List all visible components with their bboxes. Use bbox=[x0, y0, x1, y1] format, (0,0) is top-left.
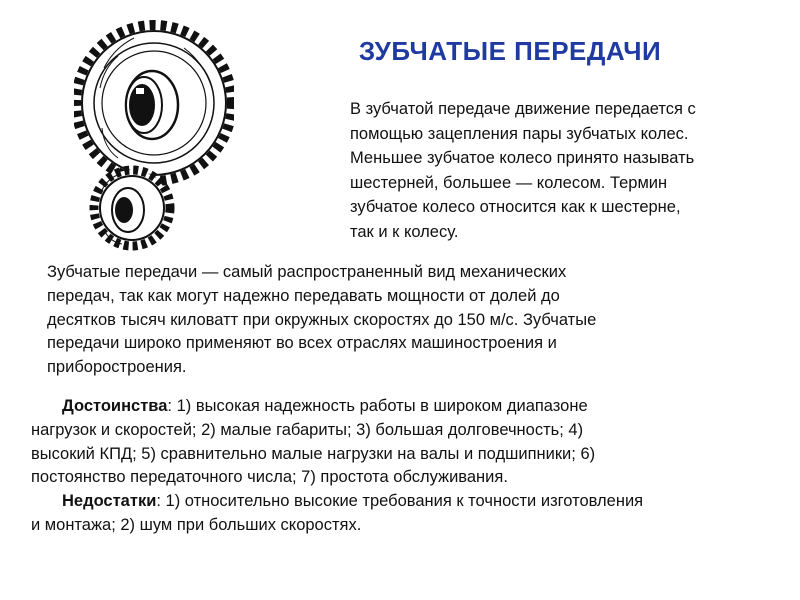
disadvantages-text: : 1) относительно высокие требования к точности изготовления bbox=[156, 492, 644, 511]
advantages-line: нагрузок и скоростей; 2) малые габариты; 3) большая долговечность; 4) bbox=[31, 420, 584, 439]
intro-line: Меньшее зубчатое колесо принято называть bbox=[350, 149, 695, 168]
intro-line: шестерней, большее — колесом. Термин bbox=[350, 173, 668, 192]
gear-pair-icon bbox=[74, 8, 234, 253]
intro-line: помощью зацепления пары зубчатых колес. bbox=[350, 124, 689, 143]
paragraph-line: Зубчатые передачи — самый распространенный вид механических bbox=[47, 263, 567, 281]
large-gear-icon bbox=[76, 25, 232, 181]
disadvantages-label: Недостатки bbox=[62, 492, 157, 511]
paragraph-line: передач, так как могут надежно передавать мощности от долей до bbox=[47, 286, 560, 305]
disadvantages-line: и монтажа; 2) шум при больших скоростях. bbox=[31, 515, 362, 534]
advantages-text: : 1) высокая надежность работы в широком диапазоне bbox=[167, 397, 588, 415]
paragraph-line: приборостроения. bbox=[47, 358, 187, 377]
advantages-first-line bbox=[31, 395, 791, 419]
description-paragraph bbox=[47, 261, 747, 380]
intro-line: В зубчатой передаче движение передается с bbox=[350, 100, 696, 118]
small-gear-icon bbox=[94, 170, 170, 246]
paragraph-line: десятков тысяч киловатт при окружных скоростях до 150 м/с. Зубчатые bbox=[47, 310, 597, 329]
advantages-line: постоянство передаточного числа; 7) простота обслуживания. bbox=[31, 468, 508, 487]
intro-line: зубчатое колесо относится как к шестерне, bbox=[350, 198, 681, 217]
advantages-line: высокий КПД; 5) сравнительно малые нагрузки на валы и подшипники; 6) bbox=[31, 444, 596, 463]
intro-line: так и к колесу. bbox=[350, 222, 459, 241]
paragraph-line: передачи широко применяют во всех отраслях машиностроения и bbox=[47, 334, 557, 353]
disadvantages-first-line bbox=[31, 490, 791, 514]
slide-title: ЗУБЧАТЫЕ ПЕРЕДАЧИ bbox=[358, 36, 662, 66]
intro-text bbox=[350, 97, 780, 245]
advantages-label: Достоинства bbox=[62, 397, 168, 415]
pros-cons-block bbox=[31, 395, 791, 538]
